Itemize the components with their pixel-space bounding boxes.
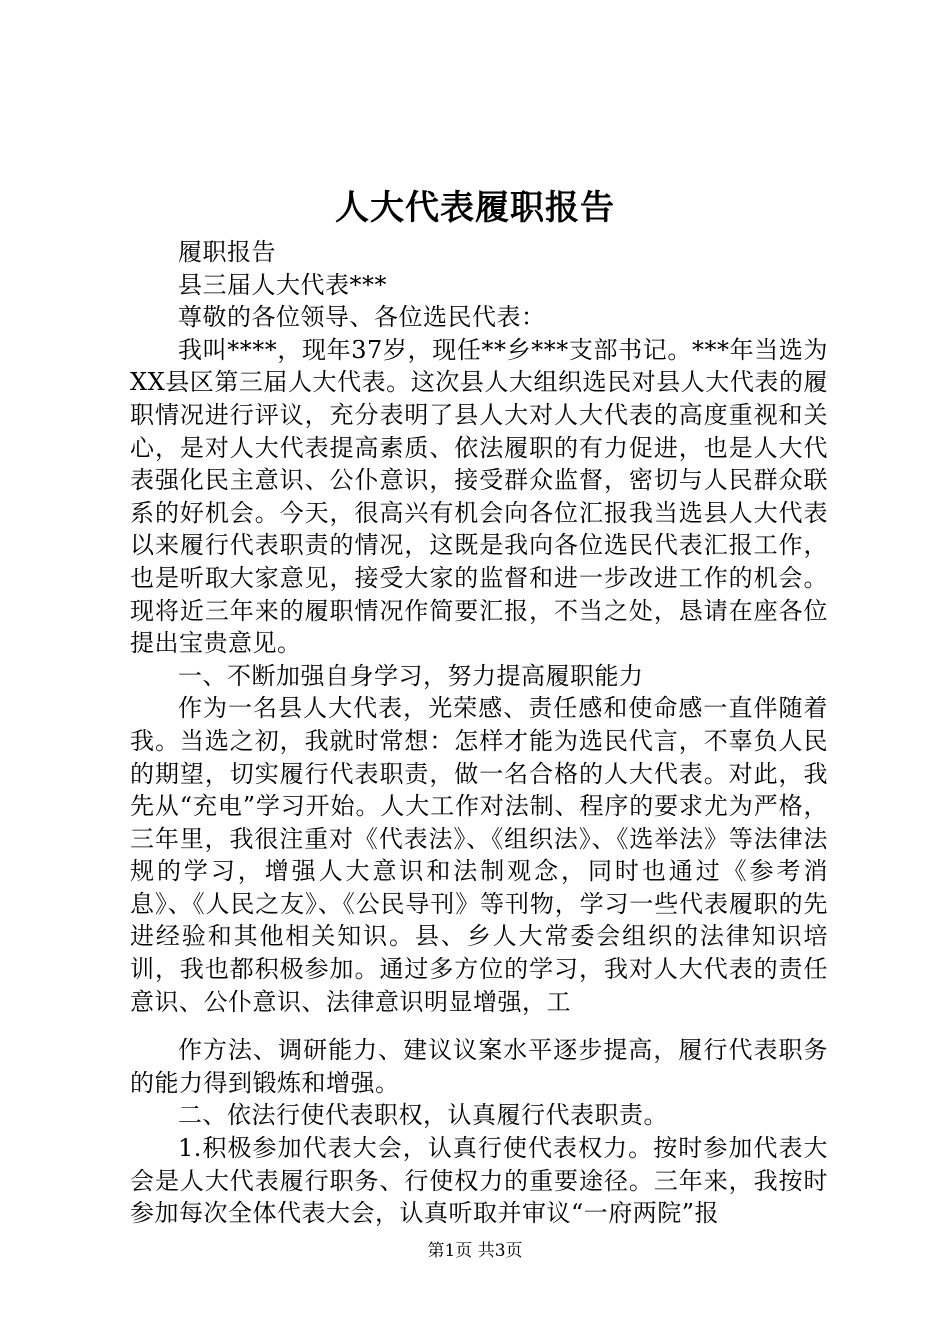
paragraph-section-1: 作为一名县人大代表，光荣感、责任感和使命感一直伴随着我。当选之初，我就时常想：怎样才能为选民代言，不辜负人民的期望，切实履行代表职责，做一名合格的人大代表。对此，我先从“充电”学习开始。人大工作对法制、程序的要求尤为严格，三年里，我很注重对《代表法》、《组织法》、《选举法》等法律法规的学习，增强人大意识和法制观念，同时也通过《参考消息》、《人民之友》、《公民导刊》等刊物，学习一些代表履职的先进经验和其他相关知识。县、乡人大常委会组织的法律知识培训，我也都积极参加。通过多方位的学习，我对人大代表的责任意识、公仆意识、法律意识明显增强，工 bbox=[130, 694, 828, 1016]
page-footer: 第1页 共3页 bbox=[427, 1241, 523, 1261]
paragraph-section-1-cont: 作方法、调研能力、建议议案水平逐步提高，履行代表职务的能力得到锻炼和增强。 bbox=[130, 1036, 828, 1097]
document-title: 人大代表履职报告 bbox=[335, 188, 615, 228]
paragraph-heading: 履职报告 bbox=[178, 238, 276, 266]
paragraph-salutation: 尊敬的各位领导、各位选民代表： bbox=[178, 303, 546, 332]
section-heading-1: 一、不断加强自身学习，努力提高履职能力 bbox=[178, 661, 644, 690]
paragraph-author: 县三届人大代表*** bbox=[178, 270, 387, 299]
section-heading-2: 二、依法行使代表职权，认真履行代表职责。 bbox=[178, 1101, 668, 1130]
paragraph-section-2-item-1: 1.积极参加代表大会，认真行使代表权力。按时参加代表大会是人大代表履行职务、行使权力的重要途径。三年来，我按时参加每次全体代表大会，认真听取并审议“一府两院”报 bbox=[130, 1134, 828, 1228]
document-body bbox=[130, 236, 828, 1230]
paragraph-intro: 我叫****，现年37岁，现任**乡***支部书记。***年当选为XX县区第三届人大代表。这次县人大组织选民对县人大代表的履职情况进行评议，充分表明了县人大对人大代表的高度重视和关心，是对人大代表提高素质、依法履职的有力促进，也是人大代表强化民主意识、公仆意识，接受群众监督，密切与人民群众联系的好机会。今天，很高兴有机会向各位汇报我当选县人大代表以来履行代表职责的情况，这既是我向各位选民代表汇报工作，也是听取大家意见，接受大家的监督和进一步改进工作的机会。现将近三年来的履职情况作简要汇报，不当之处，恳请在座各位提出宝贵意见。 bbox=[130, 335, 828, 658]
